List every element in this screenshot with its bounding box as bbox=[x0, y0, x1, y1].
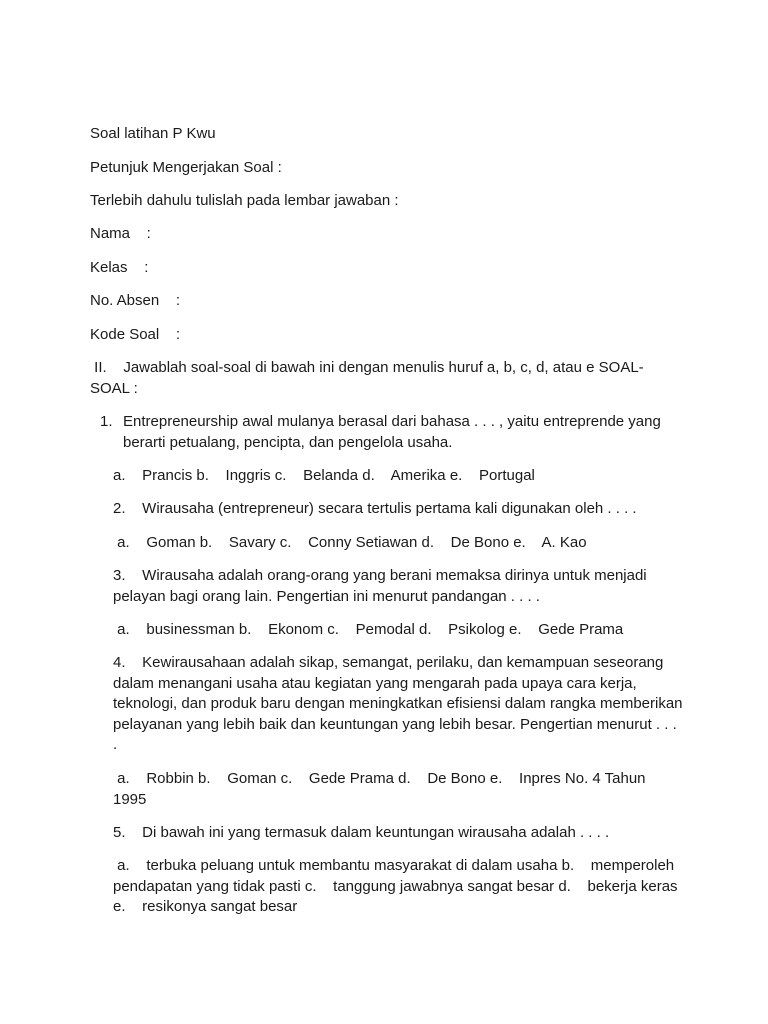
question-2-options: a. Goman b. Savary c. Conny Setiawan d. De Bono e. A. Kao bbox=[113, 534, 587, 551]
field-kelas: Kelas : bbox=[90, 259, 149, 276]
doc-title: Soal latihan P Kwu bbox=[90, 125, 216, 142]
question-4-options: a. Robbin b. Goman c. Gede Prama d. De Bono e. Inpres No. 4 Tahun 1995 bbox=[113, 770, 650, 808]
instructions-heading: Petunjuk Mengerjakan Soal : bbox=[90, 159, 282, 176]
section-heading: II. Jawablah soal-soal di bawah ini dengan menulis huruf a, b, c, d, atau e SOAL-SOAL : bbox=[90, 359, 644, 397]
question-5-text: 5. Di bawah ini yang termasuk dalam keuntungan wirausaha adalah . . . . bbox=[113, 824, 610, 841]
question-3-text: 3. Wirausaha adalah orang-orang yang berani memaksa dirinya untuk menjadi pelayan bagi orang lain. Pengertian ini menurut pandangan . . . . bbox=[113, 567, 651, 605]
question-4-text: 4. Kewirausahaan adalah sikap, semangat, perilaku, dan kemampuan seseorang dalam menangani usaha atau kegiatan yang mengarah pada upaya cara kerja, teknologi, dan produk baru dengan meningkatkan efisiensi dalam rangka memberikan pelayanan yang lebih baik dan keuntungan yang lebih besar. Pengertian menurut . . . . bbox=[113, 654, 687, 753]
field-no-absen: No. Absen : bbox=[90, 292, 181, 309]
question-1-options: a. Prancis b. Inggris c. Belanda d. Amerika e. Portugal bbox=[113, 467, 535, 484]
question-2-text: 2. Wirausaha (entrepreneur) secara tertulis pertama kali digunakan oleh . . . . bbox=[113, 500, 637, 517]
question-1-text: Entrepreneurship awal mulanya berasal dari bahasa . . . , yaitu entreprende yang berarti petualang, pencipta, dan pengelola usaha. bbox=[123, 413, 665, 451]
question-3-options: a. businessman b. Ekonom c. Pemodal d. Psikolog e. Gede Prama bbox=[113, 621, 624, 638]
question-5-options: a. terbuka peluang untuk membantu masyarakat di dalam usaha b. memperoleh pendapatan yang tidak pasti c. tanggung jawabnya sangat besar d. bekerja keras e. resikonya sangat besar bbox=[113, 857, 682, 915]
write-note: Terlebih dahulu tulislah pada lembar jawaban : bbox=[90, 192, 399, 209]
field-kode-soal: Kode Soal : bbox=[90, 326, 181, 343]
question-1-number: 1. bbox=[100, 413, 113, 430]
field-nama: Nama : bbox=[90, 225, 151, 242]
